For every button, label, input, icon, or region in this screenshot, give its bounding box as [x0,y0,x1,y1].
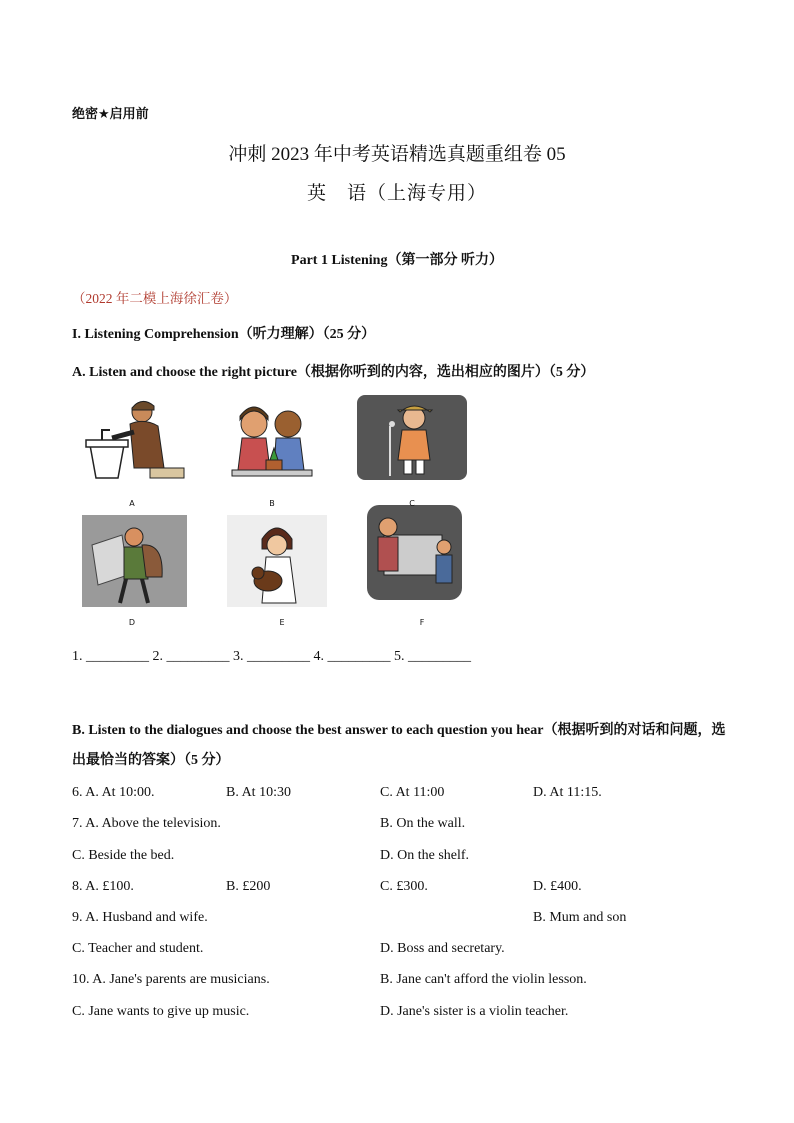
part-heading: Part 1 Listening（第一部分 听力） [291,253,503,268]
section-a-instruction: A. Listen and choose the right picture（根据你听到的内容，选出相应的图片）（5 分） [72,365,595,380]
q7-option-a: 7. A. Above the television. [72,816,221,831]
q6-option-d: D. At 11:15. [533,785,602,800]
q6-option-c: C. At 11:00 [380,785,445,800]
picture-grid [72,390,492,630]
q10-option-d: D. Jane's sister is a violin teacher. [380,1004,569,1019]
q10-option-b: B. Jane can't afford the violin lesson. [380,972,587,987]
q8-option-d: D. £400. [533,879,582,894]
picture-label: F [419,618,425,627]
picture-label: E [279,618,285,627]
q6-option-a: 6. A. At 10:00. [72,785,155,800]
q7-option-b: B. On the wall. [380,816,466,831]
q8-option-c: C. £300. [380,879,428,894]
picture-d [82,515,202,610]
q6-option-b: B. At 10:30 [226,785,291,800]
exam-title: 冲刺 2023 年中考英语精选真题重组卷 05 [228,144,566,165]
q9-option-c: C. Teacher and student. [72,941,204,956]
picture-label: B [269,499,275,508]
q7-option-d: D. On the shelf. [380,848,470,863]
section-heading: I. Listening Comprehension（听力理解）（25 分） [72,327,376,342]
q10-option-a: 10. A. Jane's parents are musicians. [72,972,270,987]
picture-e [222,515,342,610]
confidential-label: 绝密★启用前 [72,107,149,122]
section-b-instruction: B. Listen to the dialogues and choose the best answer to each question you hear（根据听到的对话和问题，选出最恰当的答案）（5 分） [72,723,726,768]
q10-option-c: C. Jane wants to give up music. [72,1004,250,1019]
picture-f [362,505,482,600]
picture-label: D [128,618,136,627]
q9-option-d: D. Boss and secretary. [380,941,505,956]
q8-option-a: 8. A. £100. [72,879,134,894]
q9-option-b: B. Mum and son [533,910,627,925]
q9-option-a: 9. A. Husband and wife. [72,910,208,925]
exam-subtitle: 英 语（上海专用） [306,183,487,204]
answer-blanks: 1. _________ 2. _________ 3. _________ 4. _________ 5. _________ [72,649,471,664]
picture-a [72,390,192,485]
source-note: （2022 年二模上海徐汇卷） [72,291,238,306]
picture-c [352,390,472,485]
picture-label: A [129,499,135,508]
q7-option-c: C. Beside the bed. [72,848,175,863]
picture-label: C [409,499,415,508]
q8-option-b: B. £200 [226,879,271,894]
picture-b [212,390,332,485]
